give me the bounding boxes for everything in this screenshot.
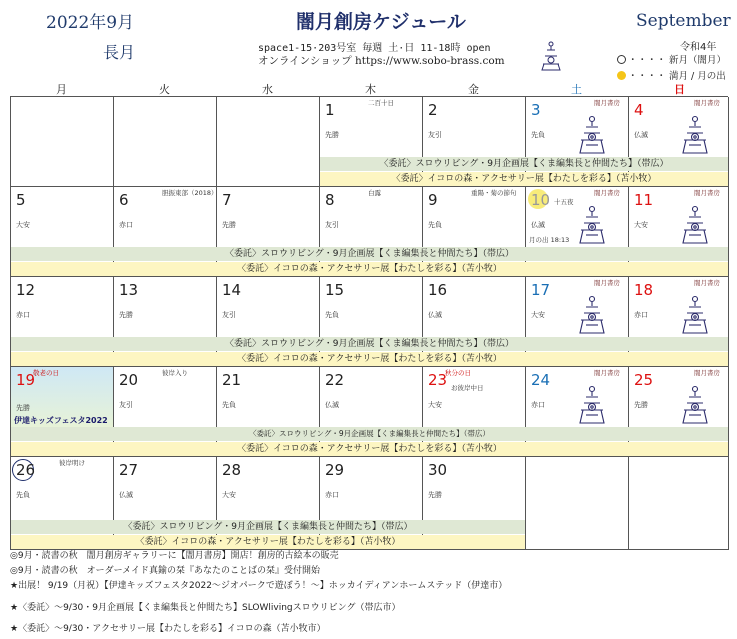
- year-month-label: 2022年9月: [46, 13, 135, 33]
- page-title: 闇月創房ケジュール: [296, 11, 466, 33]
- day-number: 6: [119, 191, 129, 209]
- weekday-5: 土: [571, 83, 582, 96]
- rokuyo: 仏滅: [428, 311, 442, 319]
- rokuyo: 大安: [222, 491, 236, 499]
- rokuyo: 赤口: [325, 491, 339, 499]
- day-event: 闇月書房: [694, 99, 720, 107]
- day-event: 重陽・菊の節句: [471, 189, 517, 197]
- day-event-sub: お彼岸中日: [451, 384, 484, 392]
- day-number: 24: [531, 371, 551, 389]
- day-number: 10: [531, 191, 551, 209]
- weekday-1: 火: [159, 83, 170, 96]
- rokuyo: 先勝: [634, 401, 648, 409]
- exhibition-band[interactable]: 〈委託〉スロウリビング・9月企画展【くま編集長と仲間たち】（帯広）: [320, 157, 728, 171]
- weekday-4: 金: [468, 83, 479, 96]
- day-number: 11: [634, 191, 654, 209]
- kids-festa-label: 伊達キッズフェスタ2022: [14, 416, 108, 425]
- note-line: ★〈委託〉〜9/30・アクセサリー展【わたしを彩る】イコロの森（苫小牧市）: [10, 624, 326, 634]
- day-event: 胆振東部（2018）: [162, 189, 218, 197]
- exhibition-band[interactable]: 〈委託〉イコロの森・アクセサリー展【わたしを彩る】（苫小牧）: [11, 535, 525, 549]
- day-number: 23: [428, 371, 448, 389]
- exhibition-band[interactable]: 〈委託〉イコロの森・アクセサリー展【わたしを彩る】（苫小牧）: [11, 262, 728, 276]
- day-cell[interactable]: [11, 97, 114, 187]
- day-number: 22: [325, 371, 345, 389]
- rokuyo: 先負: [531, 131, 545, 139]
- day-number: 25: [634, 371, 654, 389]
- day-event: 秋分の日: [445, 369, 471, 377]
- online-shop-link[interactable]: オンラインショップ https://www.sobo-brass.com: [258, 55, 505, 67]
- day-number: 15: [325, 281, 345, 299]
- rokuyo: 仏滅: [325, 401, 339, 409]
- brass-figure-icon: [540, 40, 562, 72]
- exhibition-band[interactable]: 〈委託〉イコロの森・アクセサリー展【わたしを彩る】（苫小牧）: [11, 442, 728, 456]
- rokuyo: 先負: [16, 491, 30, 499]
- day-number: 7: [222, 191, 232, 209]
- old-month-name: 長月: [103, 43, 136, 62]
- day-number: 1: [325, 101, 335, 119]
- rokuyo: 大安: [634, 221, 648, 229]
- day-number: 20: [119, 371, 139, 389]
- day-number: 21: [222, 371, 242, 389]
- rokuyo: 赤口: [119, 221, 133, 229]
- legend-full-moon: ・・・・ 満月 / 月の出: [617, 68, 726, 82]
- day-number: 5: [16, 191, 26, 209]
- rokuyo: 先勝: [325, 131, 339, 139]
- rokuyo: 先負: [222, 401, 236, 409]
- weekday-6: 日: [674, 83, 685, 96]
- day-event: 敬老の日: [33, 369, 59, 377]
- day-number: 27: [119, 461, 139, 479]
- day-cell[interactable]: [629, 457, 729, 550]
- calendar-grid: [10, 96, 728, 550]
- day-event: 闇月書房: [694, 279, 720, 287]
- day-event: 闇月書房: [594, 369, 620, 377]
- day-event: 二百十日: [368, 99, 394, 107]
- exhibition-band[interactable]: 〈委託〉イコロの森・アクセサリー展【わたしを彩る】（苫小牧）: [11, 352, 728, 366]
- day-event: 闇月書房: [694, 189, 720, 197]
- day-number: 8: [325, 191, 335, 209]
- exhibition-band[interactable]: 〈委託〉スロウリビング・9月企画展【くま編集長と仲間たち】（帯広）: [11, 247, 728, 261]
- reiwa-year: 令和4年: [680, 42, 717, 53]
- day-number: 26: [16, 461, 36, 479]
- day-number: 16: [428, 281, 448, 299]
- day-event: 白露: [368, 189, 381, 197]
- day-event: 闇月書房: [694, 369, 720, 377]
- note-line: ★出展！ 9/19（月祝）【伊達キッズフェスタ2022〜ジオパークで遊ぼう！〜】ホッカイディアンホームステッド（伊達市）: [10, 581, 508, 591]
- day-number: 19: [16, 371, 36, 389]
- day-number: 28: [222, 461, 242, 479]
- brass-figure-icon: [576, 205, 608, 247]
- exhibition-band[interactable]: 〈委託〉スロウリビング・9月企画展【くま編集長と仲間たち】（帯広）: [11, 337, 728, 351]
- rokuyo: 友引: [325, 221, 339, 229]
- day-cell[interactable]: [526, 457, 629, 550]
- brass-figure-icon: [679, 385, 711, 427]
- rokuyo: 大安: [428, 401, 442, 409]
- rokuyo: 赤口: [16, 311, 30, 319]
- brass-figure-icon: [679, 115, 711, 157]
- legend-new-moon: ・・・・ 新月（闇月）: [617, 52, 726, 66]
- brass-figure-icon: [576, 115, 608, 157]
- rokuyo: 先負: [428, 221, 442, 229]
- day-number: 29: [325, 461, 345, 479]
- full-moon-icon: [617, 71, 626, 80]
- day-event: 彼岸入り: [162, 369, 188, 377]
- day-number: 3: [531, 101, 541, 119]
- day-number: 14: [222, 281, 242, 299]
- note-line: ◎9月・読書の秋 オーダーメイド真鍮の栞『あなたのことばの栞』受付開始: [10, 566, 320, 576]
- weekday-2: 水: [262, 83, 273, 96]
- day-number: 17: [531, 281, 551, 299]
- weekday-0: 月: [56, 83, 67, 96]
- day-number: 9: [428, 191, 438, 209]
- rokuyo: 大安: [16, 221, 30, 229]
- rokuyo: 仏滅: [531, 221, 545, 229]
- day-number: 30: [428, 461, 448, 479]
- open-hours-info: space1-15·203号室 毎週 土·日 11-18時 open: [258, 43, 491, 54]
- rokuyo: 友引: [428, 131, 442, 139]
- exhibition-band[interactable]: 〈委託〉スロウリビング・9月企画展【くま編集長と仲間たち】（帯広）: [11, 427, 728, 441]
- rokuyo: 友引: [222, 311, 236, 319]
- rokuyo: 赤口: [531, 401, 545, 409]
- rokuyo: 先勝: [222, 221, 236, 229]
- english-month: September: [636, 11, 731, 31]
- rokuyo: 先勝: [428, 491, 442, 499]
- exhibition-band[interactable]: 〈委託〉スロウリビング・9月企画展【くま編集長と仲間たち】（帯広）: [11, 520, 525, 534]
- rokuyo: 仏滅: [634, 131, 648, 139]
- brass-figure-icon: [576, 385, 608, 427]
- rokuyo: 先勝: [16, 404, 30, 412]
- day-event: 闇月書房: [594, 279, 620, 287]
- rokuyo: 仏滅: [119, 491, 133, 499]
- note-line: ◎9月・読書の秋 闇月創房ギャラリーに【闇月書房】開店！創房的古絵本の販売: [10, 551, 339, 561]
- day-cell[interactable]: [217, 97, 320, 187]
- day-number: 18: [634, 281, 654, 299]
- brass-figure-icon: [679, 295, 711, 337]
- rokuyo: 友引: [119, 401, 133, 409]
- brass-figure-icon: [679, 205, 711, 247]
- rokuyo: 先負: [325, 311, 339, 319]
- rokuyo: 赤口: [634, 311, 648, 319]
- day-cell[interactable]: [114, 97, 217, 187]
- day-event: 闇月書房: [594, 189, 620, 197]
- moonrise-time: 月の出 18:13: [529, 236, 570, 244]
- jugoya-label: 十五夜: [554, 198, 574, 206]
- exhibition-band[interactable]: 〈委託〉イコロの森・アクセサリー展【わたしを彩る】（苫小牧）: [320, 172, 728, 186]
- day-number: 2: [428, 101, 438, 119]
- day-event: 闇月書房: [594, 99, 620, 107]
- rokuyo: 先勝: [119, 311, 133, 319]
- day-number: 12: [16, 281, 36, 299]
- new-moon-icon: [617, 55, 626, 64]
- note-line: ★〈委託〉〜9/30・9月企画展【くま編集長と仲間たち】SLOWlivingスロウリビング（帯広市）: [10, 603, 401, 613]
- weekday-3: 木: [365, 83, 376, 96]
- brass-figure-icon: [576, 295, 608, 337]
- day-number: 13: [119, 281, 139, 299]
- rokuyo: 大安: [531, 311, 545, 319]
- day-event: 彼岸明け: [59, 459, 85, 467]
- day-number: 4: [634, 101, 644, 119]
